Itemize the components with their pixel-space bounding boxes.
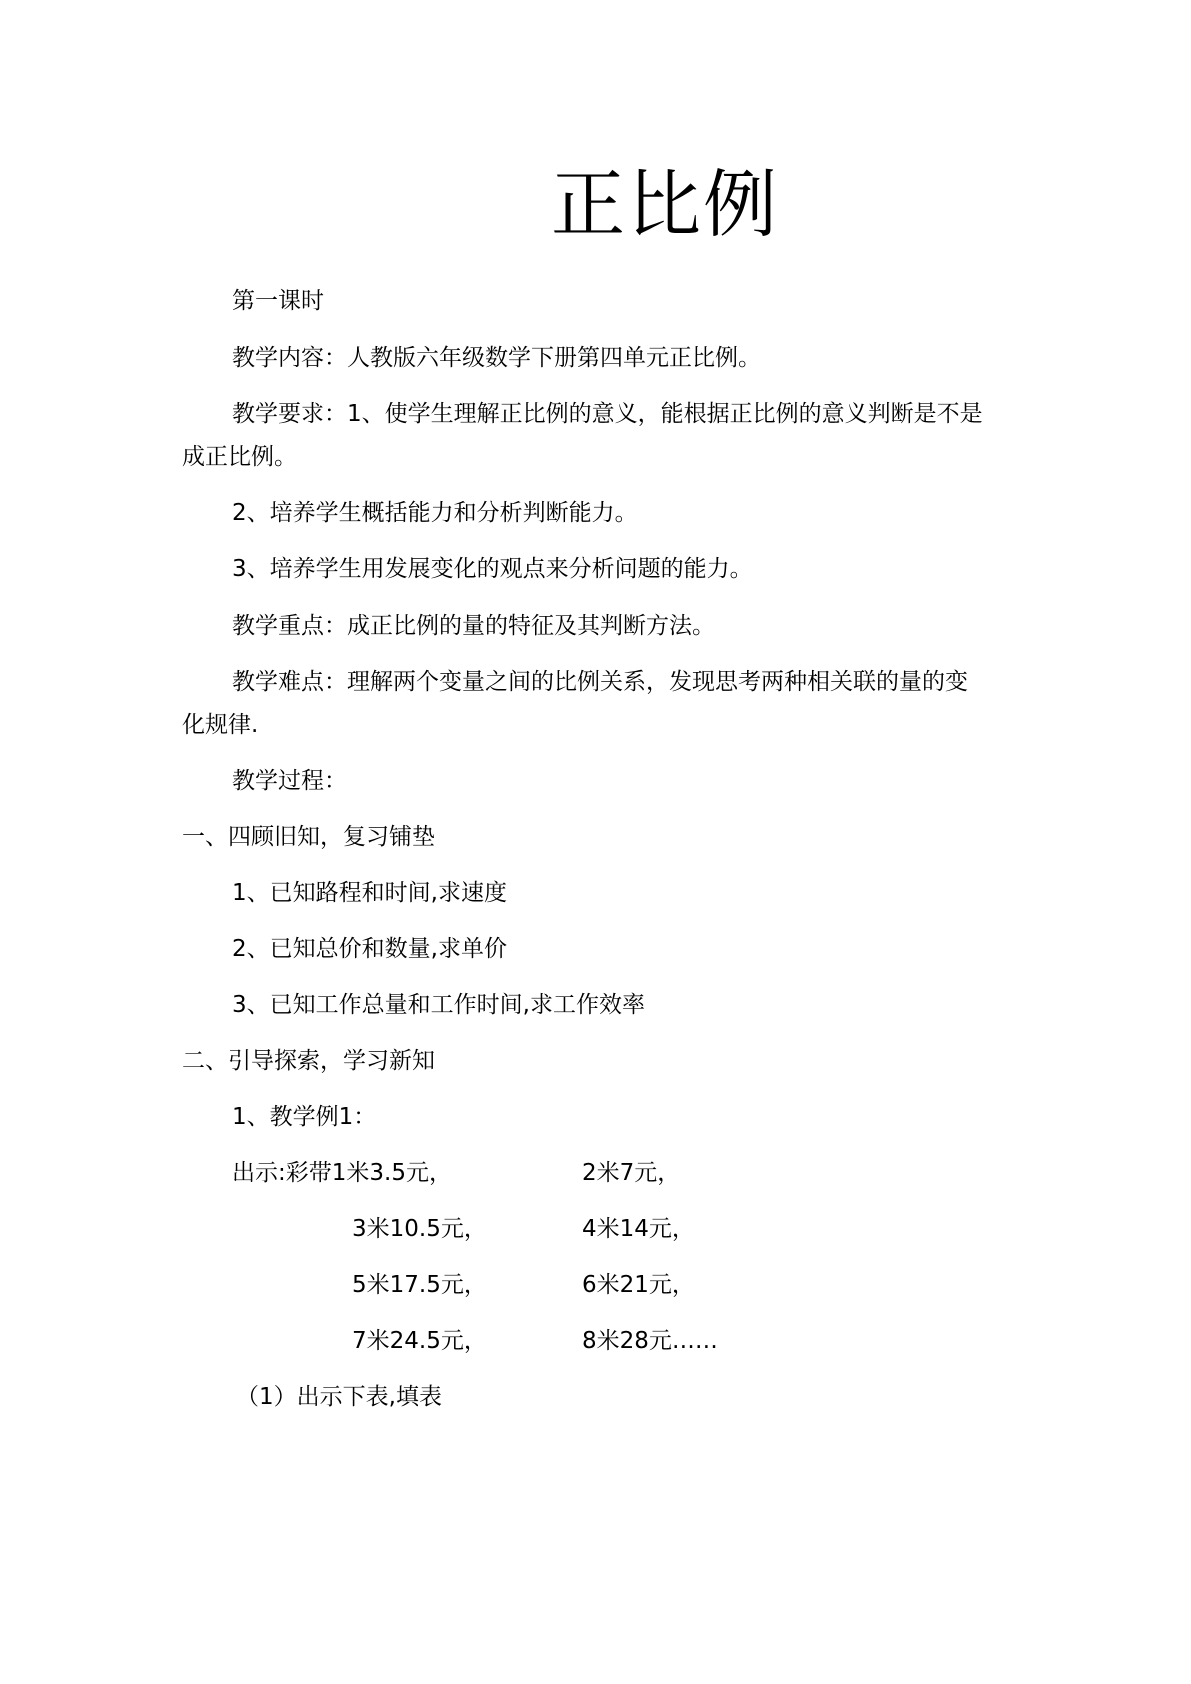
section-2-item-1: 1、教学例1：: [232, 1104, 377, 1130]
teaching-requirement-3: 3、培养学生用发展变化的观点来分析问题的能力。: [232, 556, 753, 582]
price-item: 8米28元……: [582, 1328, 718, 1354]
price-item: 4米14元，: [582, 1216, 695, 1242]
teaching-requirement-1: 教学要求：1、使学生理解正比例的意义，能根据正比例的意义判断是不是: [232, 401, 983, 427]
section-1-item-1: 1、已知路程和时间,求速度: [232, 880, 507, 906]
price-item: 6米21元，: [582, 1272, 695, 1298]
teaching-key-point: 教学重点：成正比例的量的特征及其判断方法。: [232, 613, 715, 639]
price-item: 5米17.5元，: [352, 1272, 487, 1298]
section-1-item-3: 3、已知工作总量和工作时间,求工作效率: [232, 992, 645, 1018]
lesson-label: 第一课时: [232, 288, 324, 314]
teaching-requirement-1-cont: 成正比例。: [182, 444, 297, 470]
teaching-difficulty: 教学难点：理解两个变量之间的比例关系，发现思考两种相关联的量的变: [232, 669, 968, 695]
section-2-heading: 二、引导探索，学习新知: [182, 1048, 435, 1074]
section-1-heading: 一、四顾旧知，复习铺垫: [182, 824, 435, 850]
page-title: 正比例: [551, 162, 779, 248]
price-item: 3米10.5元，: [352, 1216, 487, 1242]
price-item: 7米24.5元，: [352, 1328, 487, 1354]
section-1-item-2: 2、已知总价和数量,求单价: [232, 936, 507, 962]
price-item: 2米7元，: [582, 1160, 681, 1186]
teaching-process-heading: 教学过程：: [232, 768, 347, 794]
price-list-label: 出示:彩带1米3.5元，: [232, 1160, 452, 1186]
teaching-difficulty-cont: 化规律.: [182, 712, 259, 738]
table-intro: （1）出示下表,填表: [236, 1384, 442, 1410]
teaching-content: 教学内容：人教版六年级数学下册第四单元正比例。: [232, 345, 761, 371]
teaching-requirement-2: 2、培养学生概括能力和分析判断能力。: [232, 500, 638, 526]
